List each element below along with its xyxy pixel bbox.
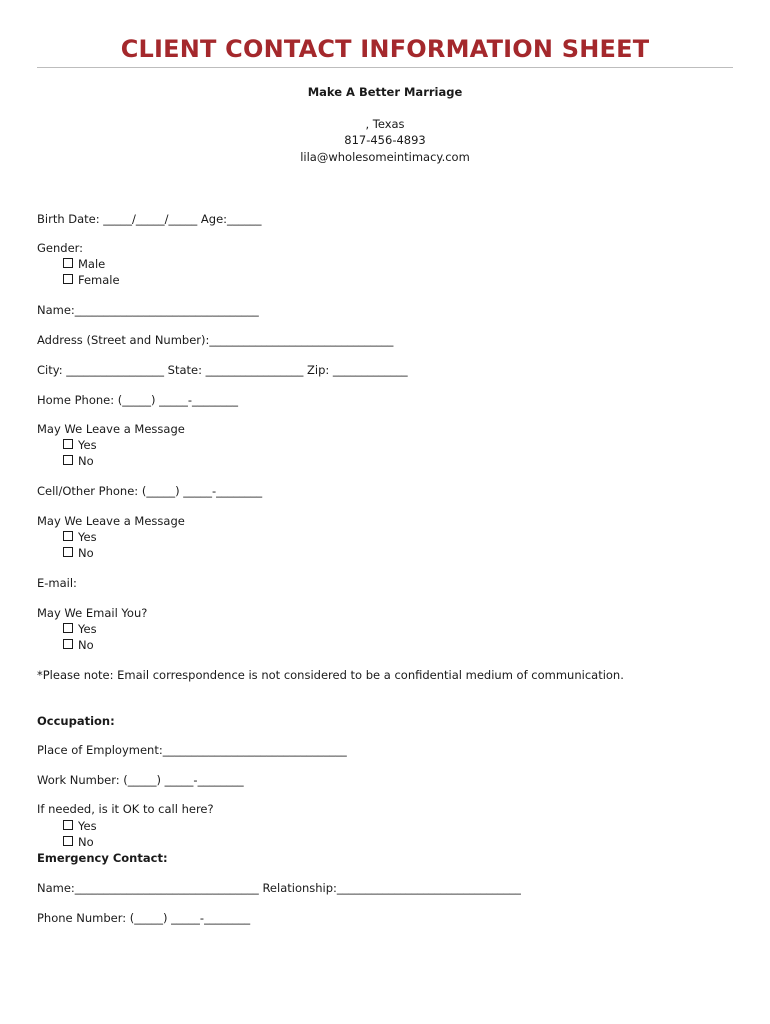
home-message-label: May We Leave a Message bbox=[37, 422, 185, 436]
employment-field[interactable]: Place of Employment:________________________________ bbox=[37, 743, 347, 757]
emergency-name-relationship-field[interactable]: Name:________________________________ Relationship:________________________________ bbox=[37, 881, 521, 895]
option-label: Yes bbox=[78, 819, 97, 833]
cell-message-label: May We Leave a Message bbox=[37, 514, 185, 528]
organization-phone: 817-456-4893 bbox=[344, 133, 426, 147]
checkbox-icon[interactable] bbox=[63, 439, 73, 449]
option-label: No bbox=[78, 454, 94, 468]
page-title: CLIENT CONTACT INFORMATION SHEET bbox=[120, 35, 650, 63]
emergency-contact-heading: Emergency Contact: bbox=[37, 851, 168, 865]
email-field[interactable]: E-mail: bbox=[37, 576, 77, 590]
address-field[interactable]: Address (Street and Number):________________________________ bbox=[37, 333, 394, 347]
organization-city: , Texas bbox=[365, 117, 405, 131]
city-state-zip-field[interactable]: City: _________________ State: _________________ Zip: _____________ bbox=[37, 363, 408, 377]
birth-date-age-field[interactable]: Birth Date: _____/_____/_____ Age:______ bbox=[37, 212, 262, 226]
email-confidentiality-note: *Please note: Email correspondence is not considered to be a confidential medium of communication. bbox=[37, 668, 624, 682]
title-divider bbox=[37, 67, 733, 68]
emergency-phone-field[interactable]: Phone Number: (_____) _____-________ bbox=[37, 911, 251, 925]
call-here-option-yes[interactable] bbox=[63, 819, 97, 833]
option-label: Male bbox=[78, 257, 106, 271]
cell-message-option-yes[interactable] bbox=[63, 530, 97, 544]
home-message-option-yes[interactable] bbox=[63, 438, 97, 452]
gender-option-female[interactable] bbox=[63, 273, 120, 287]
checkbox-icon[interactable] bbox=[63, 531, 73, 541]
occupation-heading: Occupation: bbox=[37, 714, 115, 728]
name-field[interactable]: Name:________________________________ bbox=[37, 303, 259, 317]
option-label: No bbox=[78, 835, 94, 849]
checkbox-icon[interactable] bbox=[63, 547, 73, 557]
call-here-option-no[interactable] bbox=[63, 835, 94, 849]
call-here-label: If needed, is it OK to call here? bbox=[37, 802, 214, 816]
checkbox-icon[interactable] bbox=[63, 836, 73, 846]
gender-label: Gender: bbox=[37, 241, 84, 255]
organization-email: lila@wholesomeintimacy.com bbox=[300, 150, 470, 164]
checkbox-icon[interactable] bbox=[63, 455, 73, 465]
email-permission-label: May We Email You? bbox=[37, 606, 148, 620]
cell-phone-field[interactable]: Cell/Other Phone: (_____) _____-________ bbox=[37, 484, 263, 498]
option-label: No bbox=[78, 638, 94, 652]
email-permission-option-no[interactable] bbox=[63, 638, 94, 652]
checkbox-icon[interactable] bbox=[63, 639, 73, 649]
option-label: Yes bbox=[78, 438, 97, 452]
checkbox-icon[interactable] bbox=[63, 623, 73, 633]
option-label: Yes bbox=[78, 622, 97, 636]
checkbox-icon[interactable] bbox=[63, 274, 73, 284]
cell-message-option-no[interactable] bbox=[63, 546, 94, 560]
checkbox-icon[interactable] bbox=[63, 258, 73, 268]
option-label: Female bbox=[78, 273, 120, 287]
option-label: Yes bbox=[78, 530, 97, 544]
organization-name: Make A Better Marriage bbox=[307, 85, 463, 99]
option-label: No bbox=[78, 546, 94, 560]
email-permission-option-yes[interactable] bbox=[63, 622, 97, 636]
gender-option-male[interactable] bbox=[63, 257, 105, 271]
home-phone-field[interactable]: Home Phone: (_____) _____-________ bbox=[37, 393, 239, 407]
home-message-option-no[interactable] bbox=[63, 454, 94, 468]
checkbox-icon[interactable] bbox=[63, 820, 73, 830]
work-number-field[interactable]: Work Number: (_____) _____-________ bbox=[37, 773, 244, 787]
